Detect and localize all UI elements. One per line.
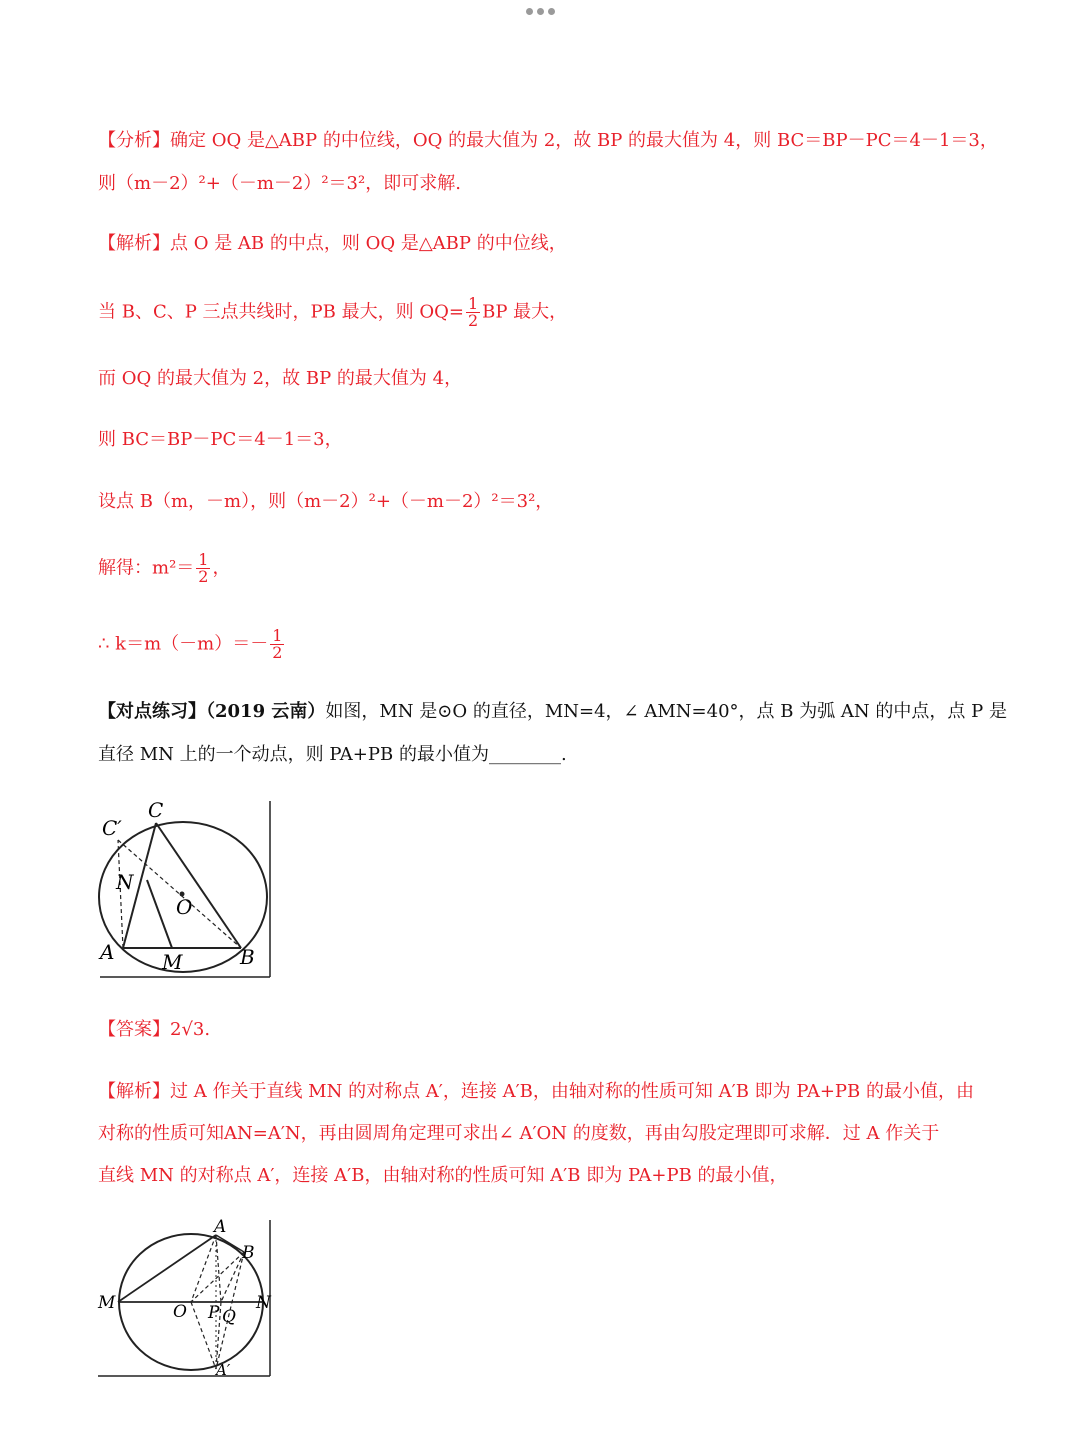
figure-1: [96, 797, 276, 986]
fig2-label-n: N: [256, 1293, 271, 1313]
practice-line-2: 直径 MN 上的一个动点，则 PA+PB 的最小值为________.: [98, 744, 567, 765]
fig2-label-m: M: [98, 1293, 116, 1313]
fig2-label-q: Q: [222, 1307, 236, 1327]
solution-line-1: 【解析】点 O 是 AB 的中点，则 OQ 是△ABP 的中位线，: [98, 233, 567, 254]
fig1-label-b: B: [240, 945, 255, 969]
analysis-line-2: 则（m－2）²+（－m－2）²＝3²，即可求解.: [98, 173, 461, 194]
solution-line-3: 而 OQ 的最大值为 2，故 BP 的最大值为 4，: [98, 368, 463, 389]
fig2-label-b: B: [242, 1243, 255, 1263]
explain-line-3: 直线 MN 的对称点 A′，连接 A′B，由轴对称的性质可知 A′B 即为 PA+PB 的最小值，: [98, 1165, 788, 1186]
analysis-line-1: 【分析】确定 OQ 是△ABP 的中位线，OQ 的最大值为 2，故 BP 的最大值为 4，则 BC＝BP－PC＝4－1＝3，: [98, 130, 998, 151]
figure-2: [96, 1218, 276, 1387]
more-options-icon[interactable]: [526, 8, 555, 15]
solution-line-4: 则 BC＝BP－PC＝4－1＝3，: [98, 429, 343, 450]
solution-line-6: 解得：m²＝ $\frac{1}{2}$ ，: [98, 550, 231, 586]
fig2-label-o: O: [173, 1302, 187, 1322]
solution-line-5: 设点 B（m，－m），则（m－2）²+（－m－2）²＝3²，: [98, 491, 554, 512]
fig1-label-n: N: [116, 870, 134, 894]
explain-line-2: 对称的性质可知AN=A′N，再由圆周角定理可求出∠ A′ON 的度数，再由勾股定理即可求解．过 A 作关于: [98, 1123, 940, 1144]
fig1-label-m: M: [162, 950, 183, 974]
fig1-label-cprime: C′: [102, 816, 122, 840]
solution-line-2: 当 B、C、P 三点共线时，PB 最大，则 OQ= $\frac{1}{2}$ BP 最大，: [98, 294, 568, 330]
fig1-label-a: A: [100, 940, 115, 964]
fig2-label-a: A: [214, 1218, 227, 1237]
explain-line-1: 【解析】过 A 作关于直线 MN 的对称点 A′，连接 A′B，由轴对称的性质可知 A′B 即为 PA+PB 的最小值，由: [98, 1081, 974, 1102]
answer-line: 【答案】2√3.: [98, 1019, 211, 1040]
fig2-label-p: P: [208, 1303, 220, 1323]
fig1-label-c: C: [148, 798, 164, 822]
fig1-label-o: O: [176, 895, 193, 919]
solution-line-7: ∴ k＝m（－m）＝－ $\frac{1}{2}$: [98, 626, 283, 662]
practice-line-1: 【对点练习】（2019 云南）如图，MN 是⊙O 的直径，MN=4，∠ AMN=40°，点 B 为弧 AN 的中点，点 P 是: [98, 701, 1007, 722]
fig2-label-aprime: A′: [216, 1361, 231, 1379]
